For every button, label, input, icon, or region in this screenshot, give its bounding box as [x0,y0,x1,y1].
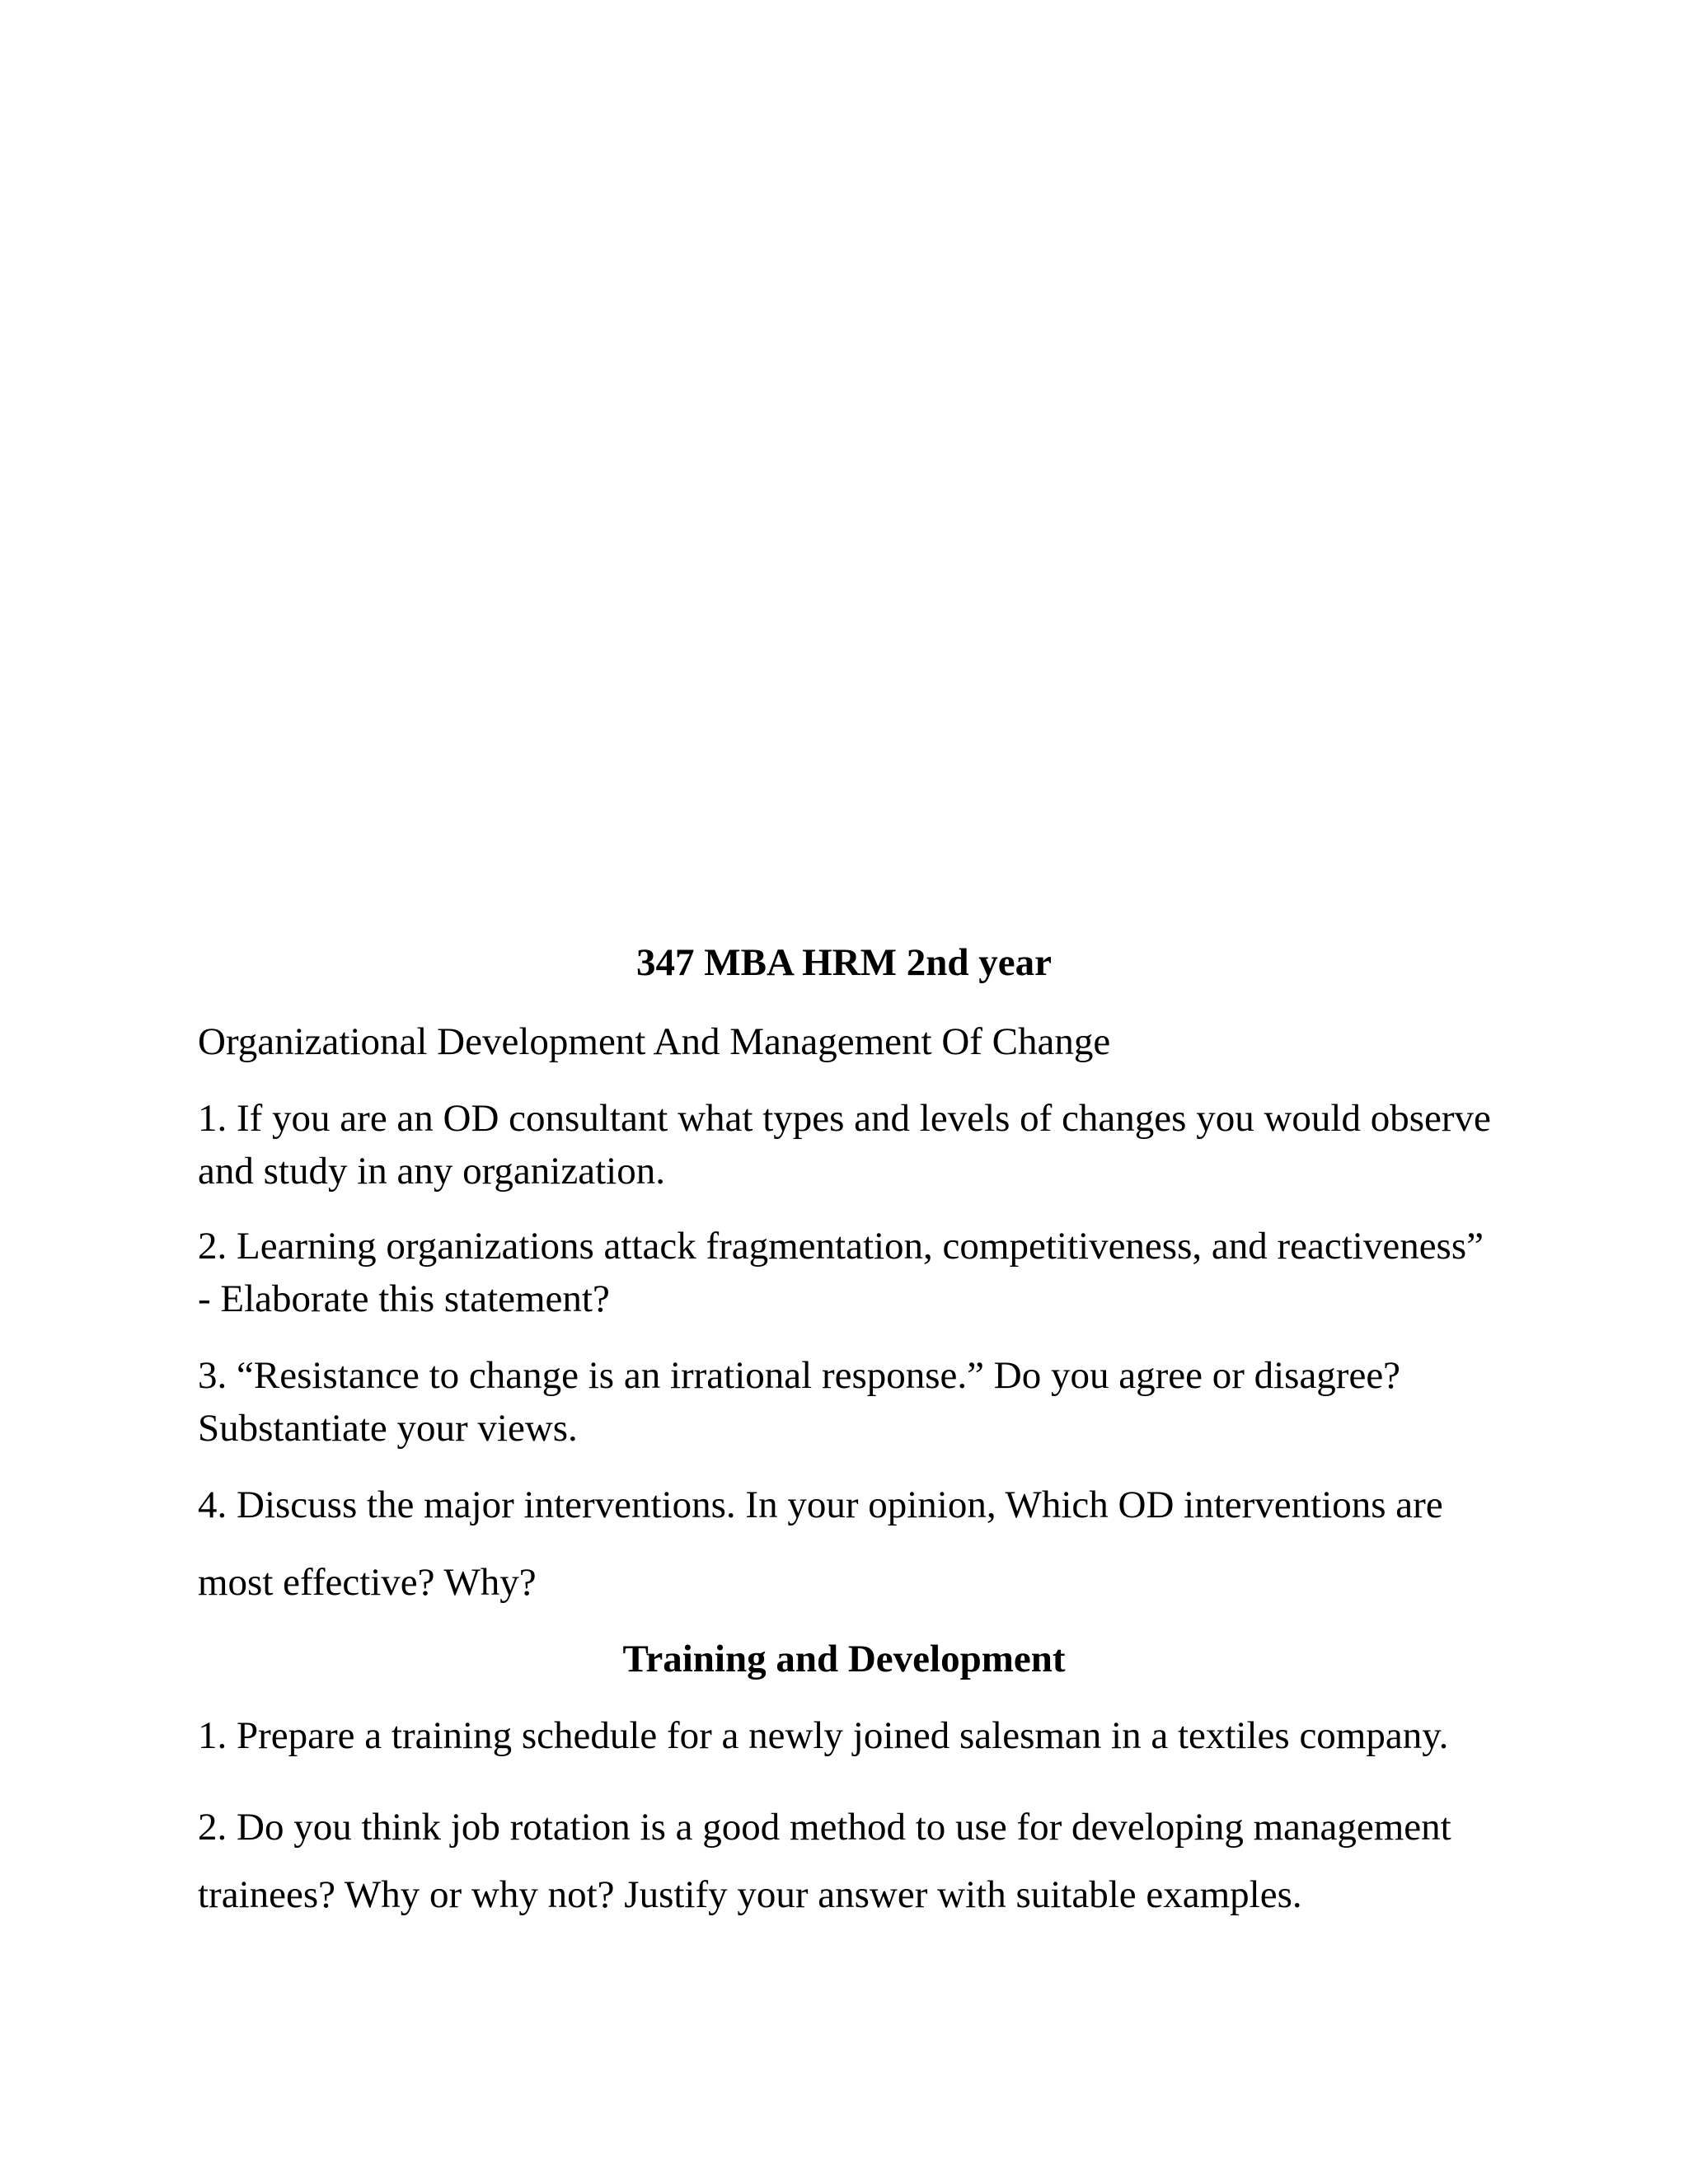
od-question-3-line-2: Substantiate your views. [198,1407,578,1450]
section-heading-training: Training and Development [622,1638,1066,1680]
section-heading-od: Organizational Development And Management Of Change [198,1020,1111,1063]
od-question-1-line-2: and study in any organization. [198,1150,665,1193]
od-question-4-line-1: 4. Discuss the major interventions. In your opinion, Which OD interventions are [198,1483,1443,1526]
od-question-3-line-1: 3. “Resistance to change is an irrational response.” Do you agree or disagree? [198,1354,1401,1397]
training-question-1: 1. Prepare a training schedule for a newly joined salesman in a textiles company. [198,1714,1449,1757]
document-title: 347 MBA HRM 2nd year [636,941,1052,984]
od-question-2-line-2: - Elaborate this statement? [198,1277,610,1320]
od-question-2-line-1: 2. Learning organizations attack fragmentation, competitiveness, and reactiveness” [198,1225,1484,1268]
od-question-4-line-2: most effective? Why? [198,1561,537,1604]
training-question-2-line-2: trainees? Why or why not? Justify your answer with suitable examples. [198,1873,1302,1916]
training-question-2-line-1: 2. Do you think job rotation is a good method to use for developing management [198,1806,1451,1849]
od-question-1-line-1: 1. If you are an OD consultant what types and levels of changes you would observe [198,1097,1491,1140]
